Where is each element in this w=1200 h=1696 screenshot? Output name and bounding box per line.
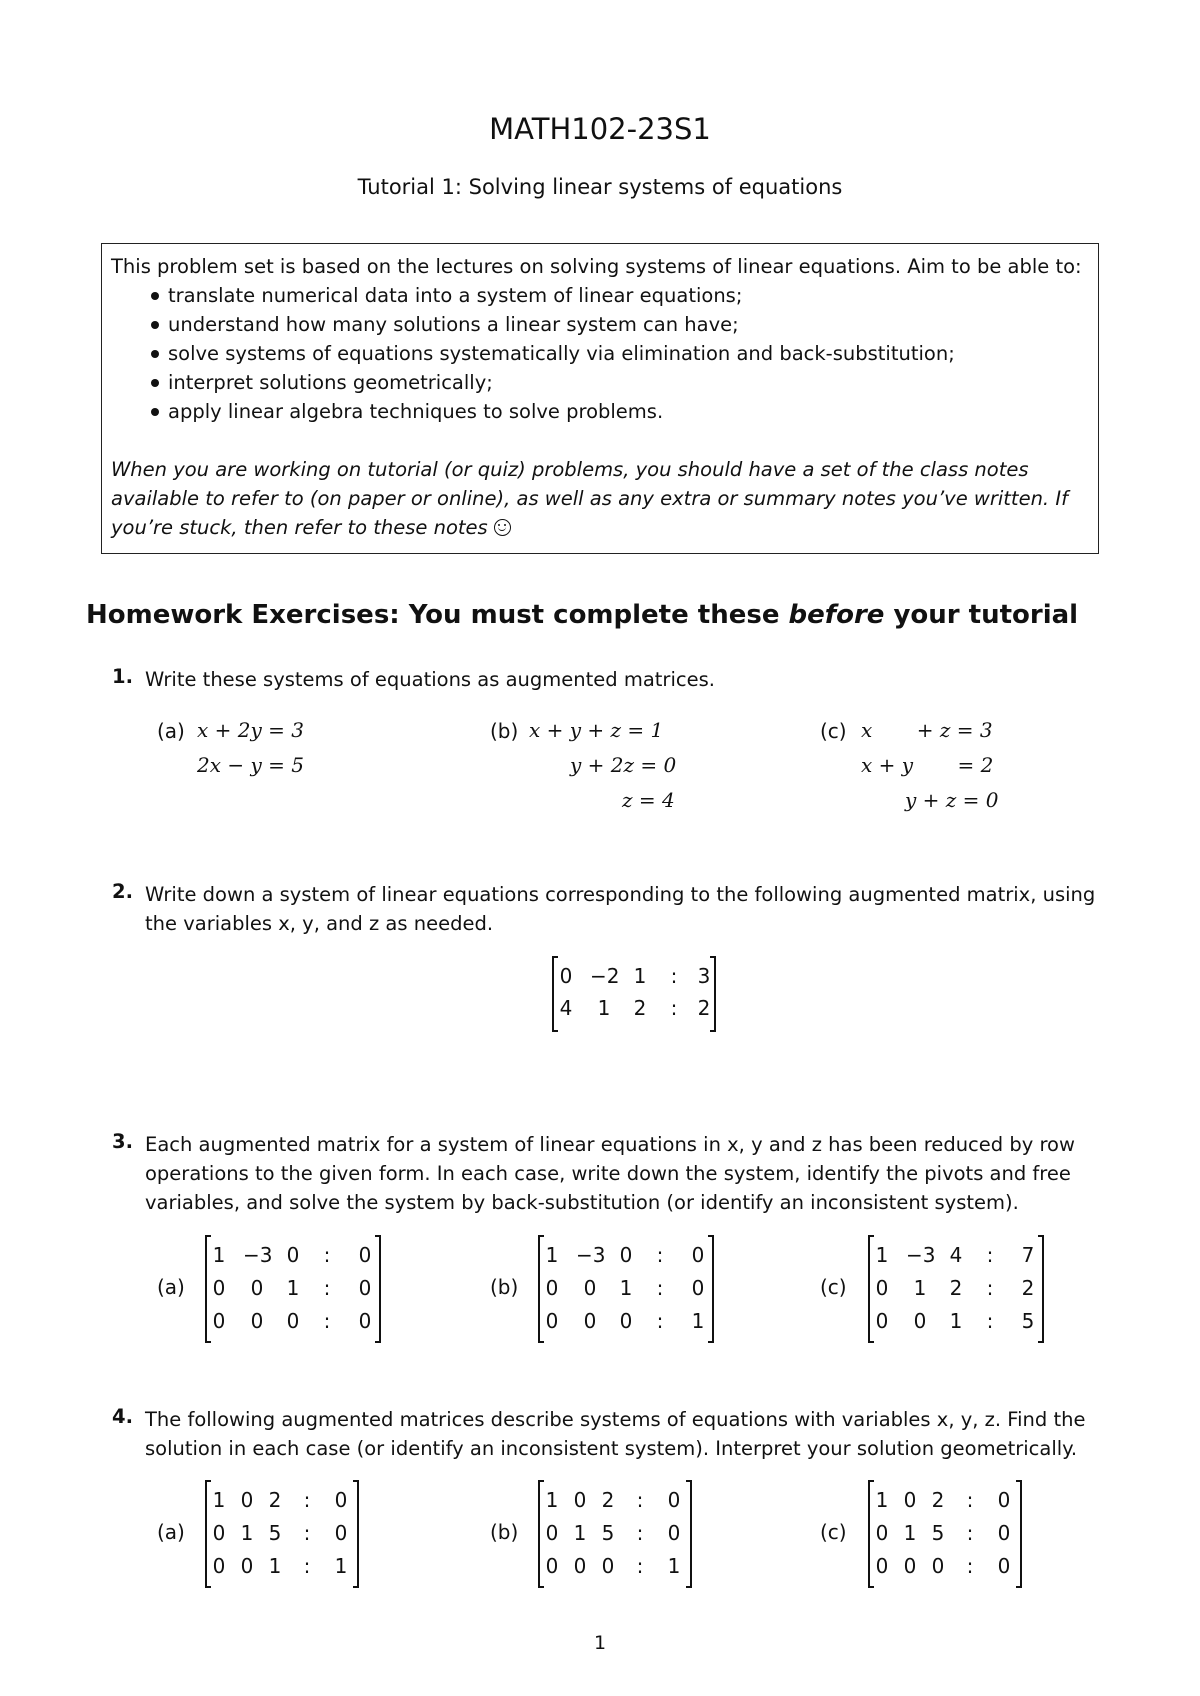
matrix-separator: :: [323, 1243, 331, 1267]
part-label: (b): [490, 1520, 519, 1544]
question-text: variables, and solve the system by back-substitution (or identify an inconsistent system).: [145, 1191, 1019, 1214]
matrix-entry: 0: [212, 1554, 226, 1578]
question-number: 1.: [112, 665, 133, 688]
question-text: Each augmented matrix for a system of linear equations in x, y and z has been reduced by row: [145, 1133, 1075, 1156]
learning-objectives-box: [101, 243, 1099, 554]
part-label: (a): [157, 1275, 185, 1299]
matrix-entry: 1: [212, 1243, 226, 1267]
matrix-entry: 0: [601, 1554, 615, 1578]
equation: x + z = 3: [861, 718, 993, 742]
objectives-list: [112, 281, 955, 426]
matrix-entry: 0: [583, 1309, 597, 1333]
matrix-separator: :: [986, 1309, 994, 1333]
equation: y + 2z = 0: [570, 753, 677, 777]
matrix-entry: 0: [875, 1521, 889, 1545]
matrix-entry: 0: [545, 1554, 559, 1578]
section-heading: Homework Exercises: You must complete these before your tutorial: [86, 600, 1079, 630]
augmented-matrix: [538, 1482, 692, 1586]
matrix-entry: 0: [619, 1243, 633, 1267]
matrix-entry: 0: [358, 1309, 372, 1333]
matrix-entry: 0: [358, 1243, 372, 1267]
matrix-separator: :: [656, 1309, 664, 1333]
document-title: MATH102-23S1: [489, 112, 711, 146]
matrix-entry: 1: [545, 1488, 559, 1512]
matrix-separator: :: [986, 1243, 994, 1267]
part-label: (b): [490, 1275, 519, 1299]
matrix-entry: 4: [559, 996, 573, 1020]
augmented-matrix: [868, 1482, 1022, 1586]
part-label: (b): [490, 719, 519, 743]
question-number: 3.: [112, 1130, 133, 1153]
equation: y + z = 0: [905, 788, 999, 812]
matrix-entry: 2: [697, 996, 711, 1020]
matrix-entry: 1: [875, 1243, 889, 1267]
matrix-entry: 0: [286, 1243, 300, 1267]
matrix-separator: :: [636, 1488, 644, 1512]
matrix-separator: :: [636, 1521, 644, 1545]
matrix-entry: 4: [949, 1243, 963, 1267]
equation: x + 2y = 3: [197, 718, 304, 742]
matrix-entry: 0: [250, 1309, 264, 1333]
matrix-entry: 1: [268, 1554, 282, 1578]
bullet-icon: [151, 292, 159, 300]
matrix-entry: 1: [212, 1488, 226, 1512]
matrix-separator: :: [303, 1488, 311, 1512]
matrix-entry: 0: [212, 1276, 226, 1300]
equation: z = 4: [622, 788, 675, 812]
matrix-entry: 0: [691, 1243, 705, 1267]
matrix-separator: :: [966, 1488, 974, 1512]
matrix-entry: 0: [997, 1521, 1011, 1545]
matrix-entry: 1: [667, 1554, 681, 1578]
objective-item: apply linear algebra techniques to solve problems.: [112, 397, 955, 426]
matrix-entry: 2: [949, 1276, 963, 1300]
matrix-entry: 1: [633, 964, 647, 988]
objective-item: solve systems of equations systematically via elimination and back-substitution;: [112, 339, 955, 368]
question-number: 4.: [112, 1405, 133, 1428]
question-text: operations to the given form. In each case, write down the system, identify the pivots and free: [145, 1162, 1071, 1185]
matrix-entry: −3: [576, 1243, 606, 1267]
matrix-entry: −2: [590, 964, 620, 988]
part-label: (c): [820, 1275, 847, 1299]
augmented-matrix: [205, 1237, 381, 1341]
matrix-separator: :: [323, 1309, 331, 1333]
matrix-entry: 0: [545, 1276, 559, 1300]
matrix-entry: 0: [212, 1309, 226, 1333]
matrix-entry: 5: [1021, 1309, 1035, 1333]
matrix-entry: 5: [931, 1521, 945, 1545]
matrix-entry: 0: [875, 1276, 889, 1300]
matrix-entry: 1: [334, 1554, 348, 1578]
study-note: When you are working on tutorial (or quiz) problems, you should have a set of the class notes available to refer to (on paper or online), as well as any extra or summary notes you’ve written. If you’re stuck, then refer to these notes: [111, 458, 1068, 539]
matrix-separator: :: [636, 1554, 644, 1578]
question-number: 2.: [112, 880, 133, 903]
matrix-entry: 1: [619, 1276, 633, 1300]
matrix-entry: 0: [903, 1554, 917, 1578]
equation: x + y + z = 1: [529, 718, 664, 742]
matrix-entry: 0: [875, 1554, 889, 1578]
augmented-matrix: [205, 1482, 359, 1586]
question-text: The following augmented matrices describe systems of equations with variables x, y, z. Find the: [145, 1408, 1086, 1431]
matrix-entry: 1: [573, 1521, 587, 1545]
augmented-matrix: [868, 1237, 1044, 1341]
part-label: (a): [157, 719, 185, 743]
objectives-intro: This problem set is based on the lectures on solving systems of linear equations. Aim to be able to:: [111, 255, 1082, 278]
matrix-entry: 0: [913, 1309, 927, 1333]
matrix-entry: −3: [243, 1243, 273, 1267]
matrix-entry: 0: [334, 1521, 348, 1545]
matrix-entry: 0: [931, 1554, 945, 1578]
matrix-entry: 1: [903, 1521, 917, 1545]
matrix-entry: 0: [667, 1521, 681, 1545]
matrix-entry: 5: [268, 1521, 282, 1545]
matrix-entry: 1: [240, 1521, 254, 1545]
bullet-icon: [151, 321, 159, 329]
matrix-entry: 5: [601, 1521, 615, 1545]
matrix-entry: 0: [358, 1276, 372, 1300]
matrix-entry: 2: [633, 996, 647, 1020]
matrix-entry: 0: [997, 1554, 1011, 1578]
question-text: Write these systems of equations as augmented matrices.: [145, 668, 715, 691]
matrix-separator: :: [323, 1276, 331, 1300]
matrix-entry: 0: [559, 964, 573, 988]
equation: 2x − y = 5: [197, 753, 304, 777]
matrix-separator: :: [966, 1521, 974, 1545]
part-label: (c): [820, 1520, 847, 1544]
matrix-entry: 0: [240, 1488, 254, 1512]
matrix-separator: :: [303, 1521, 311, 1545]
matrix-entry: 1: [286, 1276, 300, 1300]
matrix-separator: :: [966, 1554, 974, 1578]
matrix-separator: :: [656, 1243, 664, 1267]
matrix-entry: 1: [597, 996, 611, 1020]
matrix-entry: −3: [906, 1243, 936, 1267]
equation: x + y = 2: [861, 753, 994, 777]
matrix-entry: 1: [875, 1488, 889, 1512]
bullet-icon: [151, 379, 159, 387]
matrix-separator: :: [670, 964, 678, 988]
matrix-entry: 0: [240, 1554, 254, 1578]
matrix-entry: 1: [913, 1276, 927, 1300]
matrix-entry: 2: [601, 1488, 615, 1512]
matrix-entry: 1: [545, 1243, 559, 1267]
matrix-entry: 0: [583, 1276, 597, 1300]
objective-item: understand how many solutions a linear system can have;: [112, 310, 955, 339]
matrix-entry: 0: [334, 1488, 348, 1512]
matrix-entry: 2: [931, 1488, 945, 1512]
matrix-entry: 7: [1021, 1243, 1035, 1267]
smiley-face-icon: [494, 519, 511, 536]
matrix-separator: :: [303, 1554, 311, 1578]
matrix-entry: 0: [997, 1488, 1011, 1512]
question-text: solution in each case (or identify an inconsistent system). Interpret your solution geometrically.: [145, 1437, 1078, 1460]
matrix-entry: 0: [250, 1276, 264, 1300]
matrix-entry: 0: [212, 1521, 226, 1545]
matrix-entry: 0: [545, 1521, 559, 1545]
matrix-entry: 0: [619, 1309, 633, 1333]
matrix-entry: 2: [268, 1488, 282, 1512]
matrix-entry: 1: [949, 1309, 963, 1333]
matrix-entry: 0: [573, 1488, 587, 1512]
question-text: the variables x, y, and z as needed.: [145, 912, 494, 935]
question-text: Write down a system of linear equations corresponding to the following augmented matrix, using: [145, 883, 1096, 906]
augmented-matrix: [552, 958, 716, 1030]
matrix-entry: 0: [286, 1309, 300, 1333]
page-number: 1: [593, 1632, 607, 1654]
matrix-separator: :: [986, 1276, 994, 1300]
matrix-entry: 0: [691, 1276, 705, 1300]
part-label: (c): [820, 719, 847, 743]
matrix-entry: 2: [1021, 1276, 1035, 1300]
matrix-entry: 0: [573, 1554, 587, 1578]
matrix-entry: 0: [875, 1309, 889, 1333]
part-label: (a): [157, 1520, 185, 1544]
objective-item: interpret solutions geometrically;: [112, 368, 955, 397]
matrix-entry: 0: [903, 1488, 917, 1512]
matrix-entry: 3: [697, 964, 711, 988]
matrix-entry: 0: [667, 1488, 681, 1512]
document-subtitle: Tutorial 1: Solving linear systems of equations: [357, 175, 843, 199]
matrix-separator: :: [656, 1276, 664, 1300]
bullet-icon: [151, 350, 159, 358]
matrix-entry: 1: [691, 1309, 705, 1333]
matrix-entry: 0: [545, 1309, 559, 1333]
matrix-separator: :: [670, 996, 678, 1020]
bullet-icon: [151, 408, 159, 416]
augmented-matrix: [538, 1237, 714, 1341]
objective-item: translate numerical data into a system of linear equations;: [112, 281, 955, 310]
